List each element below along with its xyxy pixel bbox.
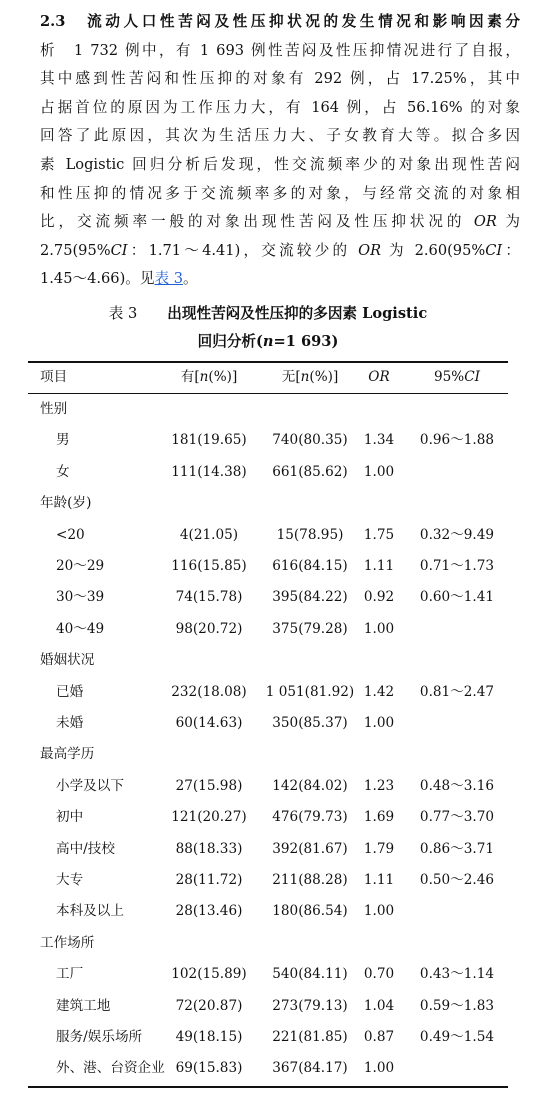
row-label: 20～29 bbox=[56, 558, 105, 574]
cell-or: 1.42 bbox=[363, 683, 395, 700]
table-group-row bbox=[0, 398, 536, 420]
table-title-n: n bbox=[262, 333, 274, 350]
section-2-3-paragraph bbox=[40, 8, 520, 294]
cell-yes: 116(15.85) bbox=[171, 558, 247, 574]
table-title-line-2b: =1 693) bbox=[273, 333, 339, 350]
table-row bbox=[0, 429, 536, 451]
cell-or: 1.04 bbox=[363, 997, 395, 1014]
cell-ci: 0.81～2.47 bbox=[419, 683, 495, 700]
table-row bbox=[0, 806, 536, 828]
table-group-row bbox=[0, 649, 536, 671]
header-ci: 95%CI bbox=[434, 369, 480, 385]
line-8-tail: 为 bbox=[496, 213, 520, 231]
cell-ci: 0.71～1.73 bbox=[419, 558, 495, 574]
line-10-part-b: 。 bbox=[183, 270, 198, 288]
cell-or: 0.87 bbox=[363, 1029, 395, 1045]
row-label: 外、港、台资企业 bbox=[56, 1060, 165, 1077]
cell-no: 142(84.02) bbox=[272, 777, 348, 794]
cell-yes: 28(11.72) bbox=[175, 872, 243, 888]
line-10-part-a: 1.45～4.66)。见 bbox=[40, 270, 155, 288]
cell-or: 1.00 bbox=[363, 715, 395, 731]
cell-no: 616(84.15) bbox=[272, 558, 348, 574]
cell-no: 1 051(81.92) bbox=[265, 683, 355, 700]
ci-symbol: CI bbox=[110, 241, 128, 259]
group-label: 婚姻状况 bbox=[40, 652, 95, 669]
table-row bbox=[0, 963, 536, 985]
ci-symbol-2: CI bbox=[485, 241, 503, 259]
table-3-link[interactable]: 表 3 bbox=[154, 270, 183, 288]
cell-yes: 60(14.63) bbox=[175, 715, 243, 731]
cell-ci: 0.77～3.70 bbox=[419, 809, 495, 826]
row-label: 服务/娱乐场所 bbox=[56, 1029, 143, 1045]
row-label: <20 bbox=[56, 526, 85, 543]
section-title: 流动人口性苦闷及性压抑状况的发生情况和影响因素分 bbox=[87, 13, 520, 30]
cell-no: 15(78.95) bbox=[276, 526, 344, 543]
cell-or: 1.11 bbox=[363, 558, 395, 574]
cell-yes: 121(20.27) bbox=[171, 809, 247, 826]
cell-or: 1.00 bbox=[363, 620, 395, 637]
line-9-part-c: 为 2.60(95% bbox=[381, 241, 486, 259]
paragraph-line-1 bbox=[40, 8, 520, 37]
table-row bbox=[0, 555, 536, 577]
cell-ci: 0.50～2.46 bbox=[419, 872, 495, 888]
table-caption-line-2 bbox=[0, 332, 536, 352]
row-label: 建筑工地 bbox=[56, 997, 111, 1014]
row-label: 女 bbox=[56, 463, 70, 480]
cell-or: 1.23 bbox=[363, 777, 395, 794]
paragraph-line-3: 其中感到性苦闷和性压抑的对象有 292 例，占 17.25%，其中 bbox=[40, 70, 520, 88]
table-row bbox=[0, 1026, 536, 1048]
cell-no: 661(85.62) bbox=[272, 463, 348, 480]
table-row bbox=[0, 524, 536, 546]
cell-yes: 181(19.65) bbox=[171, 432, 247, 449]
table-title-line-2a: 回归分析( bbox=[197, 333, 263, 350]
header-no: 无[n(%)] bbox=[281, 369, 339, 385]
table-group-row bbox=[0, 932, 536, 954]
table-row bbox=[0, 618, 536, 640]
paragraph-line-7: 和性压抑的情况多于交流频率多的对象，与经常交流的对象相 bbox=[40, 184, 520, 202]
table-top-rule bbox=[28, 361, 508, 363]
line-9-part-b: ：1.71～4.41)，交流较少的 bbox=[127, 241, 359, 259]
line-9-part-d: ： bbox=[502, 241, 520, 259]
table-title: 出现性苦闷及性压抑的多因素 Logistic bbox=[167, 305, 428, 322]
cell-no: 180(86.54) bbox=[272, 903, 348, 920]
cell-yes: 88(18.33) bbox=[175, 840, 243, 857]
row-label: 已婚 bbox=[56, 683, 84, 700]
or-symbol-2: OR bbox=[358, 241, 382, 259]
table-group-row bbox=[0, 743, 536, 765]
cell-ci: 0.48～3.16 bbox=[419, 777, 495, 794]
paragraph-line-6: 素 Logistic 回归分析后发现，性交流频率少的对象出现性苦闷 bbox=[40, 155, 520, 173]
table-group-row bbox=[0, 492, 536, 514]
cell-or: 1.79 bbox=[363, 840, 395, 857]
group-label: 年龄(岁) bbox=[40, 495, 92, 512]
row-label: 高中/技校 bbox=[56, 840, 115, 857]
table-bottom-rule bbox=[28, 1086, 508, 1088]
cell-no: 221(81.85) bbox=[272, 1029, 348, 1045]
row-label: 男 bbox=[56, 432, 70, 449]
header-yes: 有[n(%)] bbox=[180, 369, 238, 385]
cell-yes: 4(21.05) bbox=[179, 526, 239, 543]
cell-ci: 0.32～9.49 bbox=[419, 526, 495, 543]
row-label: 工厂 bbox=[56, 966, 84, 983]
cell-yes: 111(14.38) bbox=[171, 463, 247, 480]
row-label: 小学及以下 bbox=[56, 777, 124, 794]
cell-no: 740(80.35) bbox=[272, 432, 348, 449]
paragraph-line-5: 回答了此原因，其次为生活压力大、子女教育大等。拟合多因 bbox=[40, 127, 520, 145]
group-label: 最高学历 bbox=[40, 746, 95, 763]
table-number: 表 3 bbox=[108, 305, 138, 322]
row-label: 本科及以上 bbox=[56, 903, 124, 920]
cell-yes: 49(18.15) bbox=[175, 1029, 243, 1045]
cell-no: 395(84.22) bbox=[272, 589, 348, 606]
cell-no: 350(85.37) bbox=[272, 715, 348, 731]
table-row bbox=[0, 681, 536, 703]
table-row bbox=[0, 838, 536, 860]
cell-no: 540(84.11) bbox=[272, 966, 348, 983]
cell-yes: 28(13.46) bbox=[175, 903, 243, 920]
section-number: 2.3 bbox=[40, 13, 66, 30]
table-row bbox=[0, 900, 536, 922]
table-row bbox=[0, 586, 536, 608]
cell-or: 1.69 bbox=[363, 809, 395, 826]
row-label: 未婚 bbox=[56, 715, 84, 731]
cell-yes: 72(20.87) bbox=[175, 997, 243, 1014]
cell-yes: 232(18.08) bbox=[171, 683, 247, 700]
cell-or: 1.11 bbox=[363, 872, 395, 888]
row-label: 40～49 bbox=[56, 620, 105, 637]
or-symbol: OR bbox=[473, 213, 497, 231]
group-label: 性别 bbox=[40, 401, 68, 417]
paragraph-line-8 bbox=[40, 208, 520, 237]
cell-no: 392(81.67) bbox=[272, 840, 348, 857]
line-9-part-a: 2.75(95% bbox=[40, 241, 111, 259]
group-label: 工作场所 bbox=[40, 934, 95, 951]
paragraph-line-10 bbox=[40, 265, 520, 294]
cell-ci: 0.49～1.54 bbox=[419, 1029, 495, 1045]
cell-or: 1.00 bbox=[363, 903, 395, 920]
table-header-row bbox=[0, 366, 536, 388]
cell-yes: 98(20.72) bbox=[175, 620, 243, 637]
paragraph-line-2: 析 1 732 例中，有 1 693 例性苦闷及性压抑情况进行了自报， bbox=[40, 41, 520, 59]
cell-or: 1.00 bbox=[363, 1060, 395, 1077]
cell-or: 1.00 bbox=[363, 463, 395, 480]
table-row bbox=[0, 775, 536, 797]
cell-ci: 0.86～3.71 bbox=[419, 840, 495, 857]
cell-or: 1.75 bbox=[363, 526, 395, 543]
header-item: 项目 bbox=[40, 369, 68, 385]
cell-or: 0.70 bbox=[363, 966, 395, 983]
row-label: 30～39 bbox=[56, 589, 105, 606]
cell-yes: 74(15.78) bbox=[175, 589, 243, 606]
cell-or: 0.92 bbox=[363, 589, 395, 606]
cell-no: 211(88.28) bbox=[272, 872, 348, 888]
paragraph-line-4: 占据首位的原因为工作压力大，有 164 例，占 56.16% 的对象 bbox=[40, 98, 520, 116]
cell-ci: 0.43～1.14 bbox=[419, 966, 495, 983]
table-row bbox=[0, 461, 536, 483]
header-or: OR bbox=[368, 369, 390, 385]
row-label: 大专 bbox=[56, 872, 84, 888]
cell-no: 476(79.73) bbox=[272, 809, 348, 826]
paragraph-line-9 bbox=[40, 237, 520, 266]
cell-or: 1.34 bbox=[363, 432, 395, 449]
cell-ci: 0.60～1.41 bbox=[419, 589, 495, 606]
cell-yes: 27(15.98) bbox=[175, 777, 243, 794]
cell-no: 367(84.17) bbox=[272, 1060, 348, 1077]
cell-yes: 69(15.83) bbox=[175, 1060, 243, 1077]
cell-ci: 0.59～1.83 bbox=[419, 997, 495, 1014]
line-8-text: 比，交流频率一般的对象出现性苦闷及性压抑状况的 bbox=[40, 213, 466, 231]
cell-no: 273(79.13) bbox=[272, 997, 348, 1014]
table-row bbox=[0, 869, 536, 891]
table-row bbox=[0, 995, 536, 1017]
cell-ci: 0.96～1.88 bbox=[419, 432, 495, 449]
table-row bbox=[0, 1057, 536, 1079]
table-row bbox=[0, 712, 536, 734]
table-header-rule bbox=[28, 393, 508, 394]
cell-no: 375(79.28) bbox=[272, 620, 348, 637]
table-caption-line-1 bbox=[0, 304, 536, 324]
cell-yes: 102(15.89) bbox=[171, 966, 247, 983]
row-label: 初中 bbox=[56, 809, 84, 826]
